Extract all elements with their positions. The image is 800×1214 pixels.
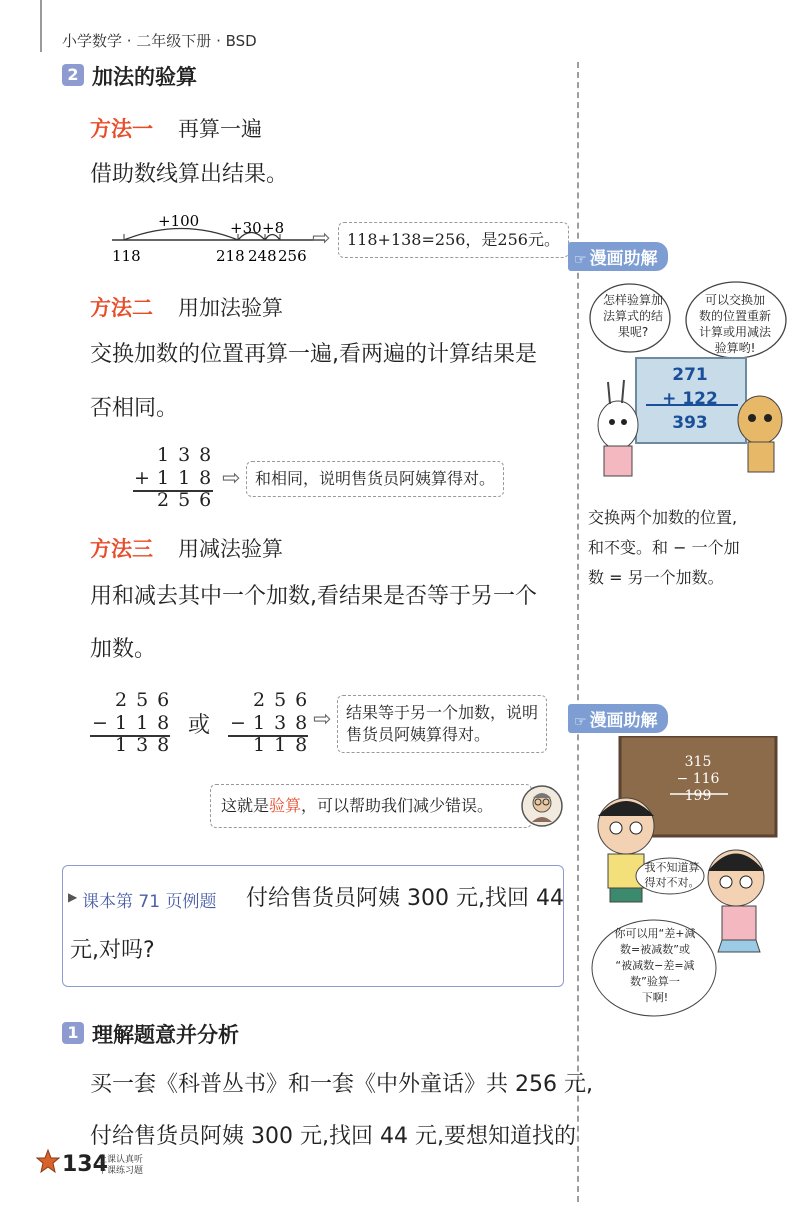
sidebar-divider [577,62,579,1202]
method2-paragraph-line2: 否相同。 [90,396,179,421]
bubble-line: 数的位置重新 [698,309,771,323]
method1-label: 方法一 [90,117,153,141]
method3-paragraph-line2: 加数。 [90,637,157,662]
comic1-caption [588,503,740,593]
method1-result-box: 118+138=256，是256元。 [338,222,569,258]
board-line: 271 [672,365,708,385]
tip-suffix: ，可以帮助我们减少错误。 [301,796,494,815]
pointing-hand-icon: ☞ [574,252,587,268]
comic2-board [658,754,738,805]
comic-tag-label: 漫画助解 [589,249,658,269]
calc-sum: 256 [157,489,221,511]
comic-tag-label: 漫画助解 [589,711,658,731]
method3-note-line1: 结果等于另一个加数，说明 [346,703,539,722]
tick-label: 248 [248,247,277,265]
example-text-line2: 元,对吗? [70,938,155,963]
pointing-hand-icon: ☞ [574,714,587,730]
bubble-line: 可以交换加 [704,293,765,307]
teacher-avatar-icon [520,784,564,828]
section-title: 理解题意并分析 [92,1023,239,1047]
method3-paragraph-line1: 用和减去其中一个加数,看结果是否等于另一个 [90,584,537,609]
bubble-line: 数”验算一 [630,975,680,988]
method3-desc: 用减法验算 [178,537,283,561]
bubble-line: 我不知道算 [644,861,700,874]
board-line: 315 [684,754,712,770]
tick-label: 118 [112,247,141,265]
section-number-badge: 1 [62,1022,84,1044]
method2-label: 方法二 [90,296,153,320]
tip-box [210,784,532,828]
bubble-line: 验算哟! [714,341,756,355]
board-line: 199 [684,788,712,804]
jump-label: +30 [230,219,262,237]
footer-slogan [98,1155,143,1177]
tip-prefix: 这就是 [221,796,270,815]
method3-label: 方法三 [90,537,153,561]
method3-note-line2: 售货员阿姨算得对。 [346,725,491,744]
section-title: 加法的验算 [92,65,197,89]
bubble-line: 得对不对。 [644,876,700,889]
section-number-badge: 2 [62,64,84,86]
bubble-line: 怎样验算加 [602,293,663,307]
footer-slogan-line2: 下课练习题 [98,1166,144,1176]
calc1-operator: − [92,712,117,734]
calc-addend-top: 138 [157,444,221,466]
board-line: 393 [672,413,708,433]
tip-highlight: 验算 [269,796,302,815]
comic1-bubble-left [598,292,668,340]
comic1-bubble-right [690,292,780,356]
calc2-minuend: 256 [253,689,317,711]
calc2-operator: − [230,712,255,734]
calc1-difference: 138 [115,734,179,756]
caption-line: 数 = 另一个加数。 [588,568,724,587]
jump-arc [124,229,238,241]
bubble-line: 数=被减数”或 [620,943,690,956]
comic2-bubble-boy [636,860,708,890]
calc1-subtrahend: 118 [115,712,179,734]
binding-line [40,0,42,52]
board-line: − 116 [676,771,720,787]
page-header: 小学数学 · 二年级下册 · BSD [62,32,257,50]
arrow-icon: ⇨ [222,466,241,491]
comic-tag [568,704,668,733]
footer-slogan-line1: 上课认真听 [98,1155,144,1165]
calc2-difference: 118 [253,734,317,756]
method1-paragraph: 借助数线算出结果。 [90,162,289,187]
jump-label: +8 [262,219,285,237]
calc1-minuend: 256 [115,689,179,711]
arrow-icon: ⇨ [312,226,331,251]
or-label: 或 [188,713,211,738]
bubble-line: 果呢? [617,325,649,339]
caption-line: 交换两个加数的位置, [588,508,738,527]
board-line: + 122 [662,389,718,409]
method1-desc: 再算一遍 [178,117,262,141]
arrow-icon: ⇨ [313,707,332,732]
calc-addend-bottom: 118 [157,467,221,489]
bubble-line: “被减数−差=减 [615,959,695,972]
example-textbook-link[interactable]: 课本第 71 页例题 [82,892,217,912]
tick-label: 256 [278,247,307,265]
star-mascot-icon [36,1148,60,1176]
analysis-line2: 付给售货员阿姨 300 元,找回 44 元,要想知道找的 [90,1124,576,1149]
example-text-line1: 付给售货员阿姨 300 元,找回 44 [246,886,564,911]
comic-tag [568,242,668,271]
calc-operator: + [134,467,159,489]
method2-desc: 用加法验算 [178,296,283,320]
comic1-board [640,363,740,435]
bubble-line: 法算式的结 [602,309,663,323]
jump-label: +100 [158,212,200,230]
method3-note-box [337,695,547,753]
number-line [100,205,325,265]
triangle-icon: ▶ [68,890,78,904]
analysis-line1: 买一套《科普丛书》和一套《中外童话》共 256 元, [90,1072,593,1097]
bubble-line: 下啊! [641,991,669,1004]
bubble-line: 你可以用“差+减 [614,927,696,940]
comic2-bubble-girl [596,926,714,1006]
page-number: 134 [62,1152,108,1177]
bubble-line: 计算或用减法 [698,325,771,339]
caption-line: 和不变。和 − 一个加 [588,538,740,557]
tick-label: 218 [216,247,245,265]
method2-paragraph-line1: 交换加数的位置再算一遍,看两遍的计算结果是 [90,342,537,367]
method2-note-box: 和相同，说明售货员阿姨算得对。 [246,461,504,497]
calc2-subtrahend: 138 [253,712,317,734]
